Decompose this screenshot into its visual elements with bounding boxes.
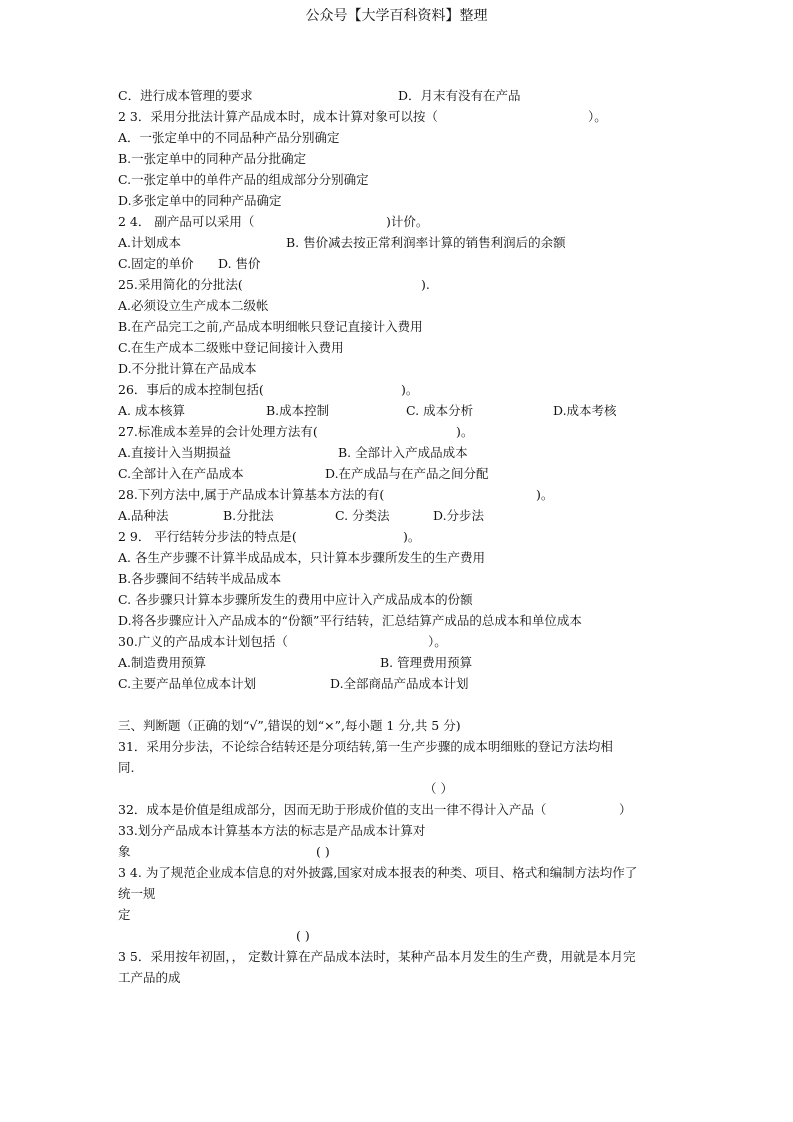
text-line: 工产品的成 <box>118 970 181 985</box>
text-line: D.分步法 <box>433 508 485 523</box>
text-line: D.将各步骤应计入产品成本的“份额”平行结转，汇总结算产成品的总成本和单位成本 <box>118 613 582 628</box>
text-line: ( ) <box>316 844 330 859</box>
text-line: )。 <box>456 424 474 439</box>
text-line: 32．成本是价值是组成部分，因而无助于形成价值的支出一律不得计入产品（ <box>118 802 547 817</box>
text-line: 2 4． 副产品可以采用（ <box>118 214 255 229</box>
text-line: A.直接计入当期损益 <box>118 445 232 460</box>
text-line: C．进行成本管理的要求 <box>118 88 253 103</box>
text-line: 统一规 <box>118 886 156 901</box>
text-line: A. 各生产步骤不计算半成品成本，只计算本步骤所发生的生产费用 <box>118 550 485 565</box>
text-line: ）。 <box>428 634 447 649</box>
text-line: )。 <box>536 487 554 502</box>
text-line: 象 <box>118 844 131 859</box>
text-line: C.一张定单中的单件产品的组成部分分别确定 <box>118 172 369 187</box>
text-line: 31．采用分步法，不论综合结转还是分项结转,第一生产步骤的成本明细账的登记方法均相 <box>118 739 613 754</box>
text-line: 26．事后的成本控制包括( <box>118 382 264 397</box>
text-line: 三、判断题（正确的划“√”,错误的划“×”,每小题 1 分,共 5 分) <box>118 718 461 733</box>
text-line: A. 成本核算 <box>118 403 185 418</box>
text-line: B.各步骤间不结转半成品成本 <box>118 571 282 586</box>
text-line: C. 成本分析 <box>406 403 474 418</box>
text-line: D.多张定单中的同种产品确定 <box>118 193 282 208</box>
text-line: A.必须设立生产成本二级帐 <box>118 298 269 313</box>
text-line: 28.下列方法中,属于产品成本计算基本方法的有( <box>118 487 385 502</box>
text-line: C. 分类法 <box>335 508 390 523</box>
text-line: A.制造费用预算 <box>118 655 207 670</box>
text-line: B.成本控制 <box>266 403 330 418</box>
text-line: 30.广义的产品成本计划包括（ <box>118 634 288 649</box>
text-line: 2 3．采用分批法计算产品成本时，成本计算对象可以按（ <box>118 109 438 124</box>
text-line: 33.划分产品成本计算基本方法的标志是产品成本计算对 <box>118 823 426 838</box>
text-line: B. 售价减去按正常利润率计算的销售利润后的余额 <box>286 235 566 250</box>
text-line: D.在产成品与在产品之间分配 <box>325 466 489 481</box>
text-line: C.主要产品单位成本计划 <box>118 676 257 691</box>
text-line: B.分批法 <box>223 508 274 523</box>
text-line: ( ) <box>296 928 310 943</box>
text-line: 定 <box>118 907 131 922</box>
text-line: 3 4. 为了规范企业成本信息的对外披露,国家对成本报表的种类、项目、格式和编制方法均作了 <box>118 865 638 880</box>
text-line: D．月末有没有在产品 <box>398 88 521 103</box>
text-line: B. 全部计入产成品成本 <box>338 445 468 460</box>
text-line: ） <box>619 802 632 817</box>
text-line: A．一张定单中的不同品种产品分别确定 <box>118 130 340 145</box>
text-line: ）。 <box>588 109 607 124</box>
page-header: 公众号【大学百科资料】整理 <box>305 8 488 24</box>
text-line: 2 9． 平行结转分步法的特点是( <box>118 529 297 544</box>
text-line: C.全部计入在产品成本 <box>118 466 244 481</box>
text-line: D.全部商品产品成本计划 <box>330 676 469 691</box>
text-line: C. 各步骤只计算本步骤所发生的费用中应计入产成品成本的份额 <box>118 592 473 607</box>
text-line: D.成本考核 <box>553 403 617 418</box>
text-line: C.固定的单价 <box>118 256 194 271</box>
text-line: 同. <box>118 760 135 775</box>
text-line: A.计划成本 <box>118 235 182 250</box>
text-line: )。 <box>403 529 421 544</box>
text-line: )计价。 <box>386 214 429 229</box>
text-line: C.在生产成本二级账中登记间接计入费用 <box>118 340 344 355</box>
text-line: 27.标准成本差异的会计处理方法有( <box>118 424 318 439</box>
text-line: 25.采用简化的分批法( <box>118 277 243 292</box>
text-line: 3 5．采用按年初固，， 定数计算在产品成本法时，某种产品本月发生的生产费，用就是本月完 <box>118 949 636 964</box>
text-line: B. 管理费用预算 <box>380 655 473 670</box>
text-line: ). <box>421 277 430 292</box>
text-line: A.品种法 <box>118 508 169 523</box>
text-line: B.一张定单中的同种产品分批确定 <box>118 151 307 166</box>
text-line: D. 售价 <box>218 256 261 271</box>
text-line: （ ） <box>424 781 453 796</box>
text-line: )。 <box>401 382 419 397</box>
text-line: D.不分批计算在产品成本 <box>118 361 257 376</box>
text-line: B.在产品完工之前,产品成本明细帐只登记直接计入费用 <box>118 319 423 334</box>
